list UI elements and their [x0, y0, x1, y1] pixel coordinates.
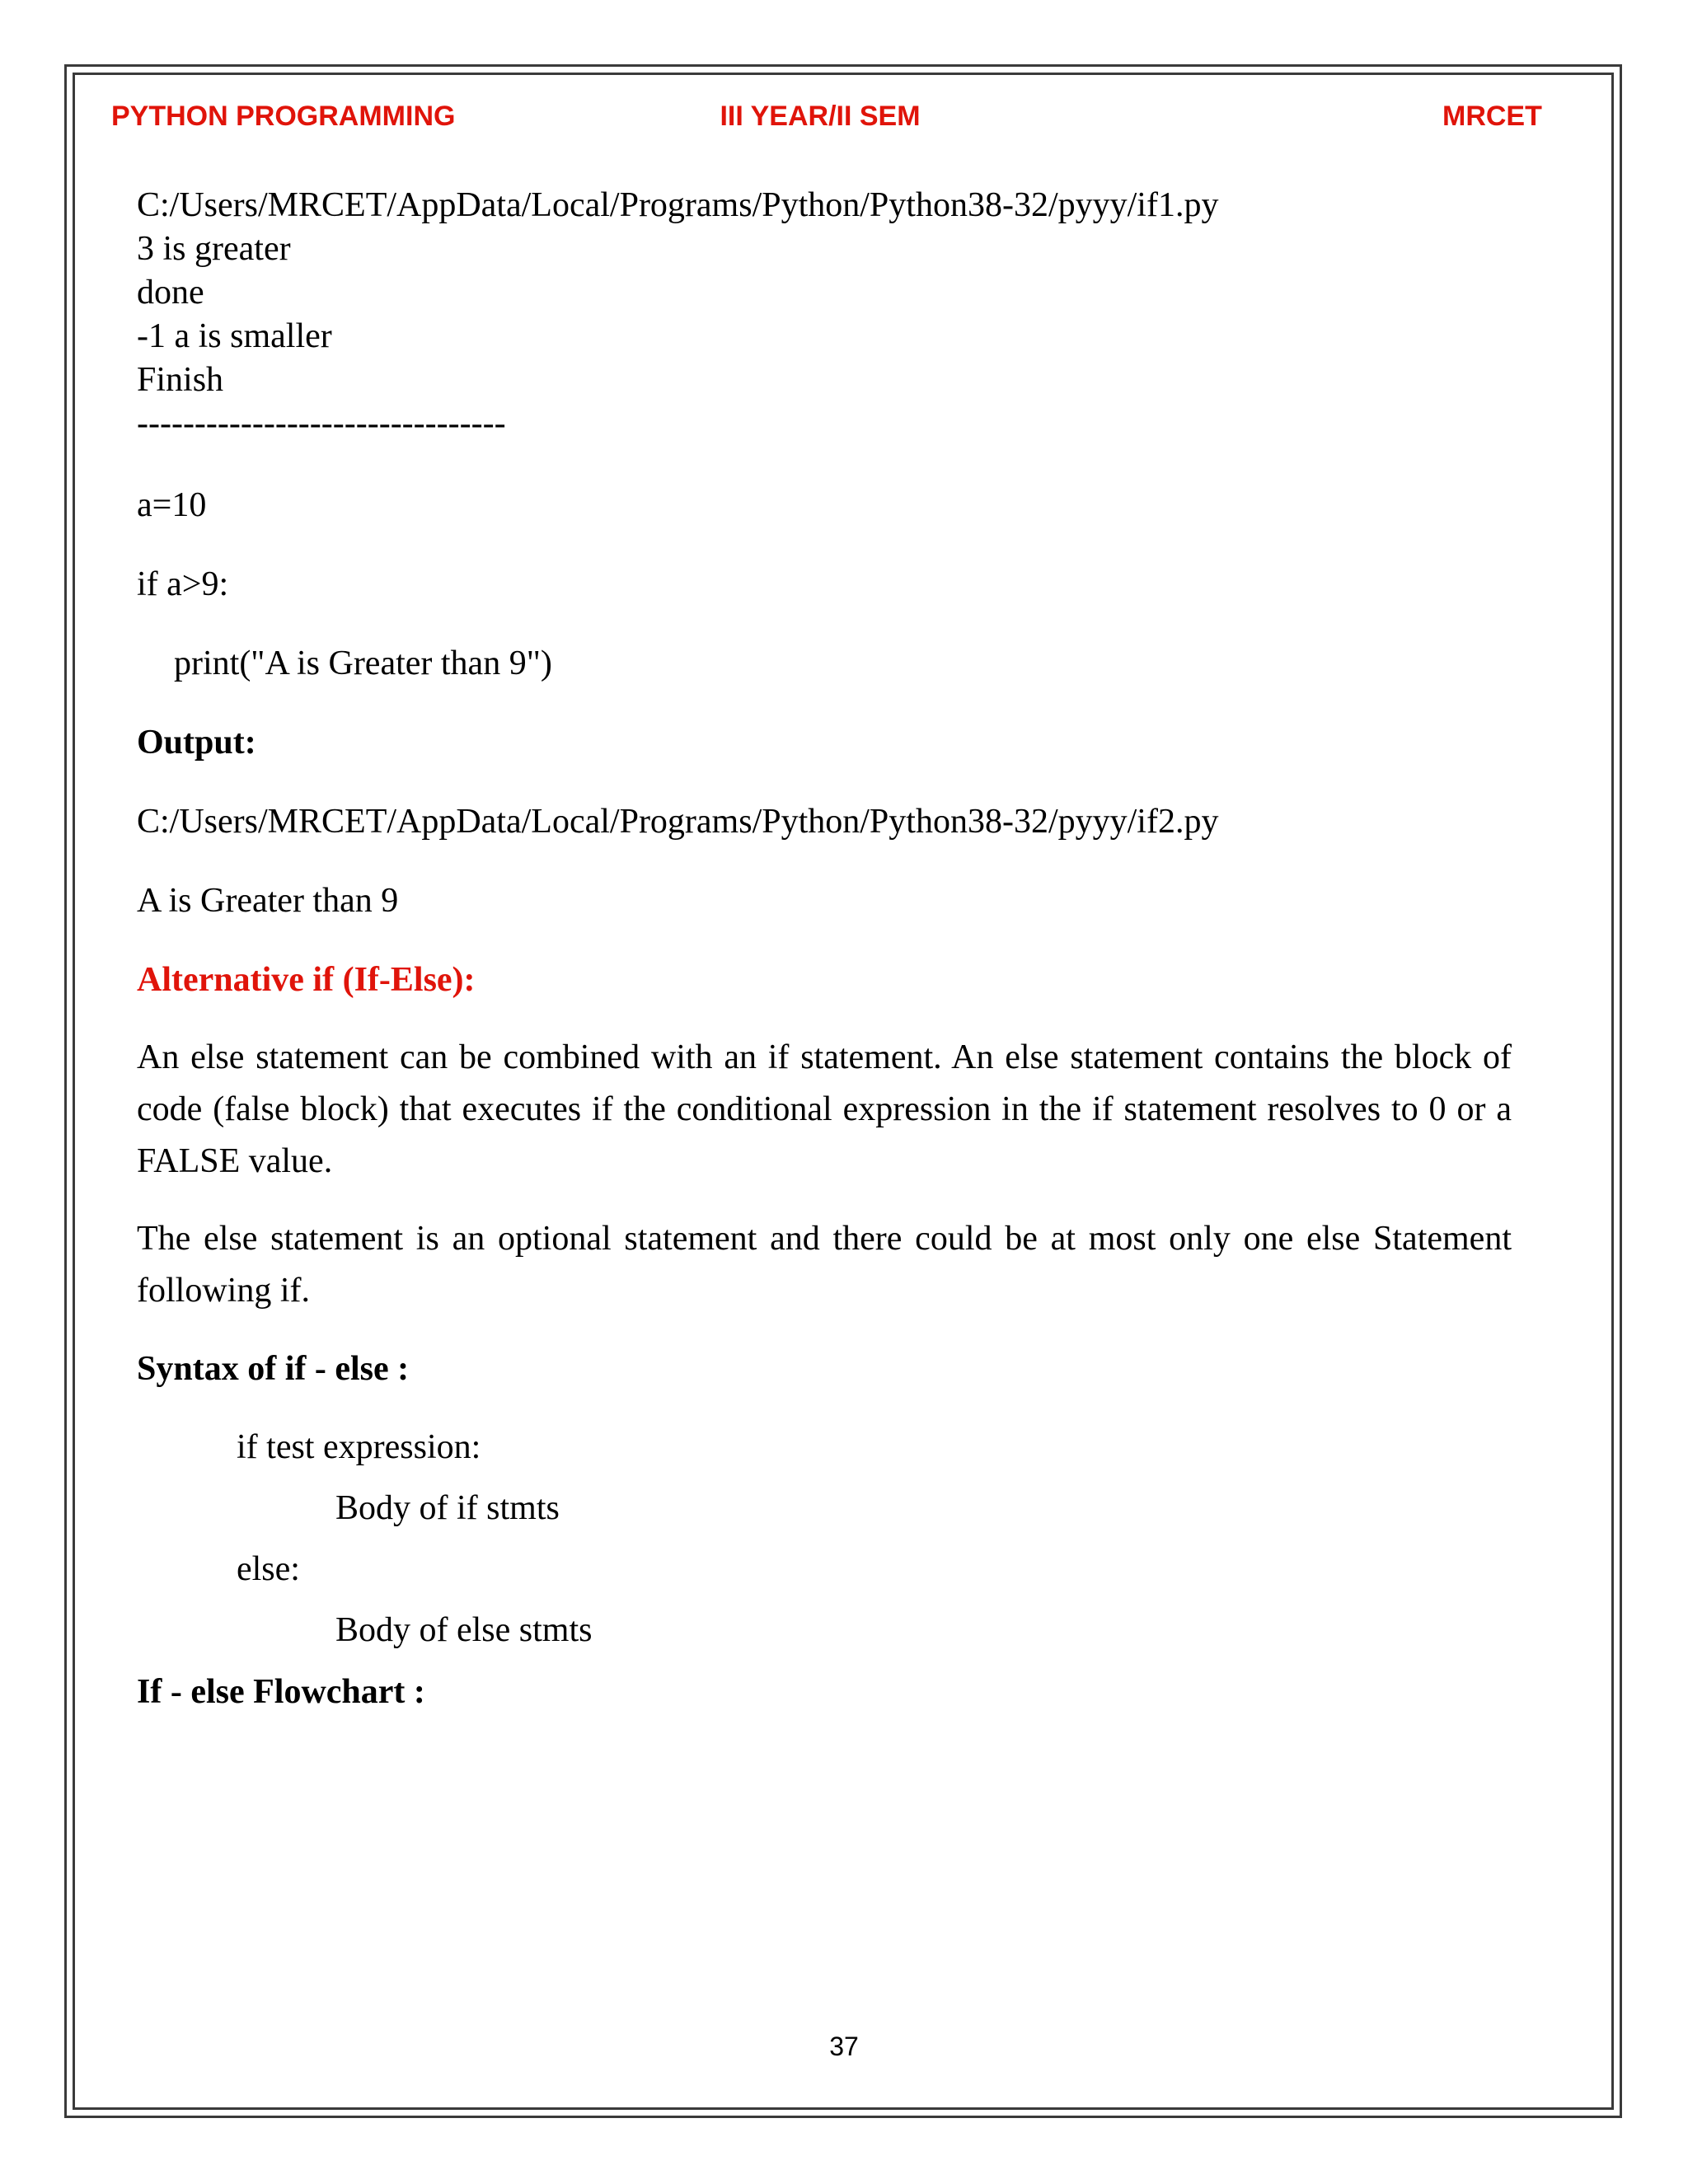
output-path-if1: C:/Users/MRCET/AppData/Local/Programs/Python/Python38-32/pyyy/if1.py [137, 186, 1219, 224]
syntax-heading: Syntax of if - else : [137, 1350, 410, 1388]
output-result: A is Greater than 9 [137, 882, 399, 920]
header-course-title: PYTHON PROGRAMMING [111, 101, 456, 132]
header-year-semester: III YEAR/II SEM [720, 101, 921, 132]
paragraph-else-optional: The else statement is an optional statement and there could be at most only one else Statement following if. [137, 1220, 1512, 1310]
syntax-line: if test expression: [237, 1428, 481, 1466]
output-line: 3 is greater [137, 230, 291, 268]
output-line: -1 a is smaller [137, 317, 332, 355]
separator-dashes: -------------------------------- [137, 405, 506, 443]
section-heading: Alternative if (If-Else): [137, 961, 476, 999]
paragraph-else-description: An else statement can be combined with an if statement. An else statement contains the block of code (false block) that executes if the conditional expression in the if statement resolves to 0 or a FALSE value. [137, 1038, 1512, 1180]
syntax-line: else: [237, 1550, 300, 1588]
output-line: done [137, 274, 204, 312]
header-institution: MRCET [1442, 101, 1542, 132]
flowchart-heading: If - else Flowchart : [137, 1673, 425, 1711]
syntax-line: Body of else stmts [335, 1611, 593, 1649]
output-line: Finish [137, 361, 224, 399]
code-line: a=10 [137, 486, 207, 524]
output-path-if2: C:/Users/MRCET/AppData/Local/Programs/Python/Python38-32/pyyy/if2.py [137, 803, 1219, 841]
code-line: if a>9: [137, 565, 229, 603]
syntax-line: Body of if stmts [335, 1489, 560, 1527]
output-label: Output: [137, 724, 256, 762]
page-number: 37 [829, 2032, 859, 2061]
code-line: print("A is Greater than 9") [174, 644, 552, 682]
